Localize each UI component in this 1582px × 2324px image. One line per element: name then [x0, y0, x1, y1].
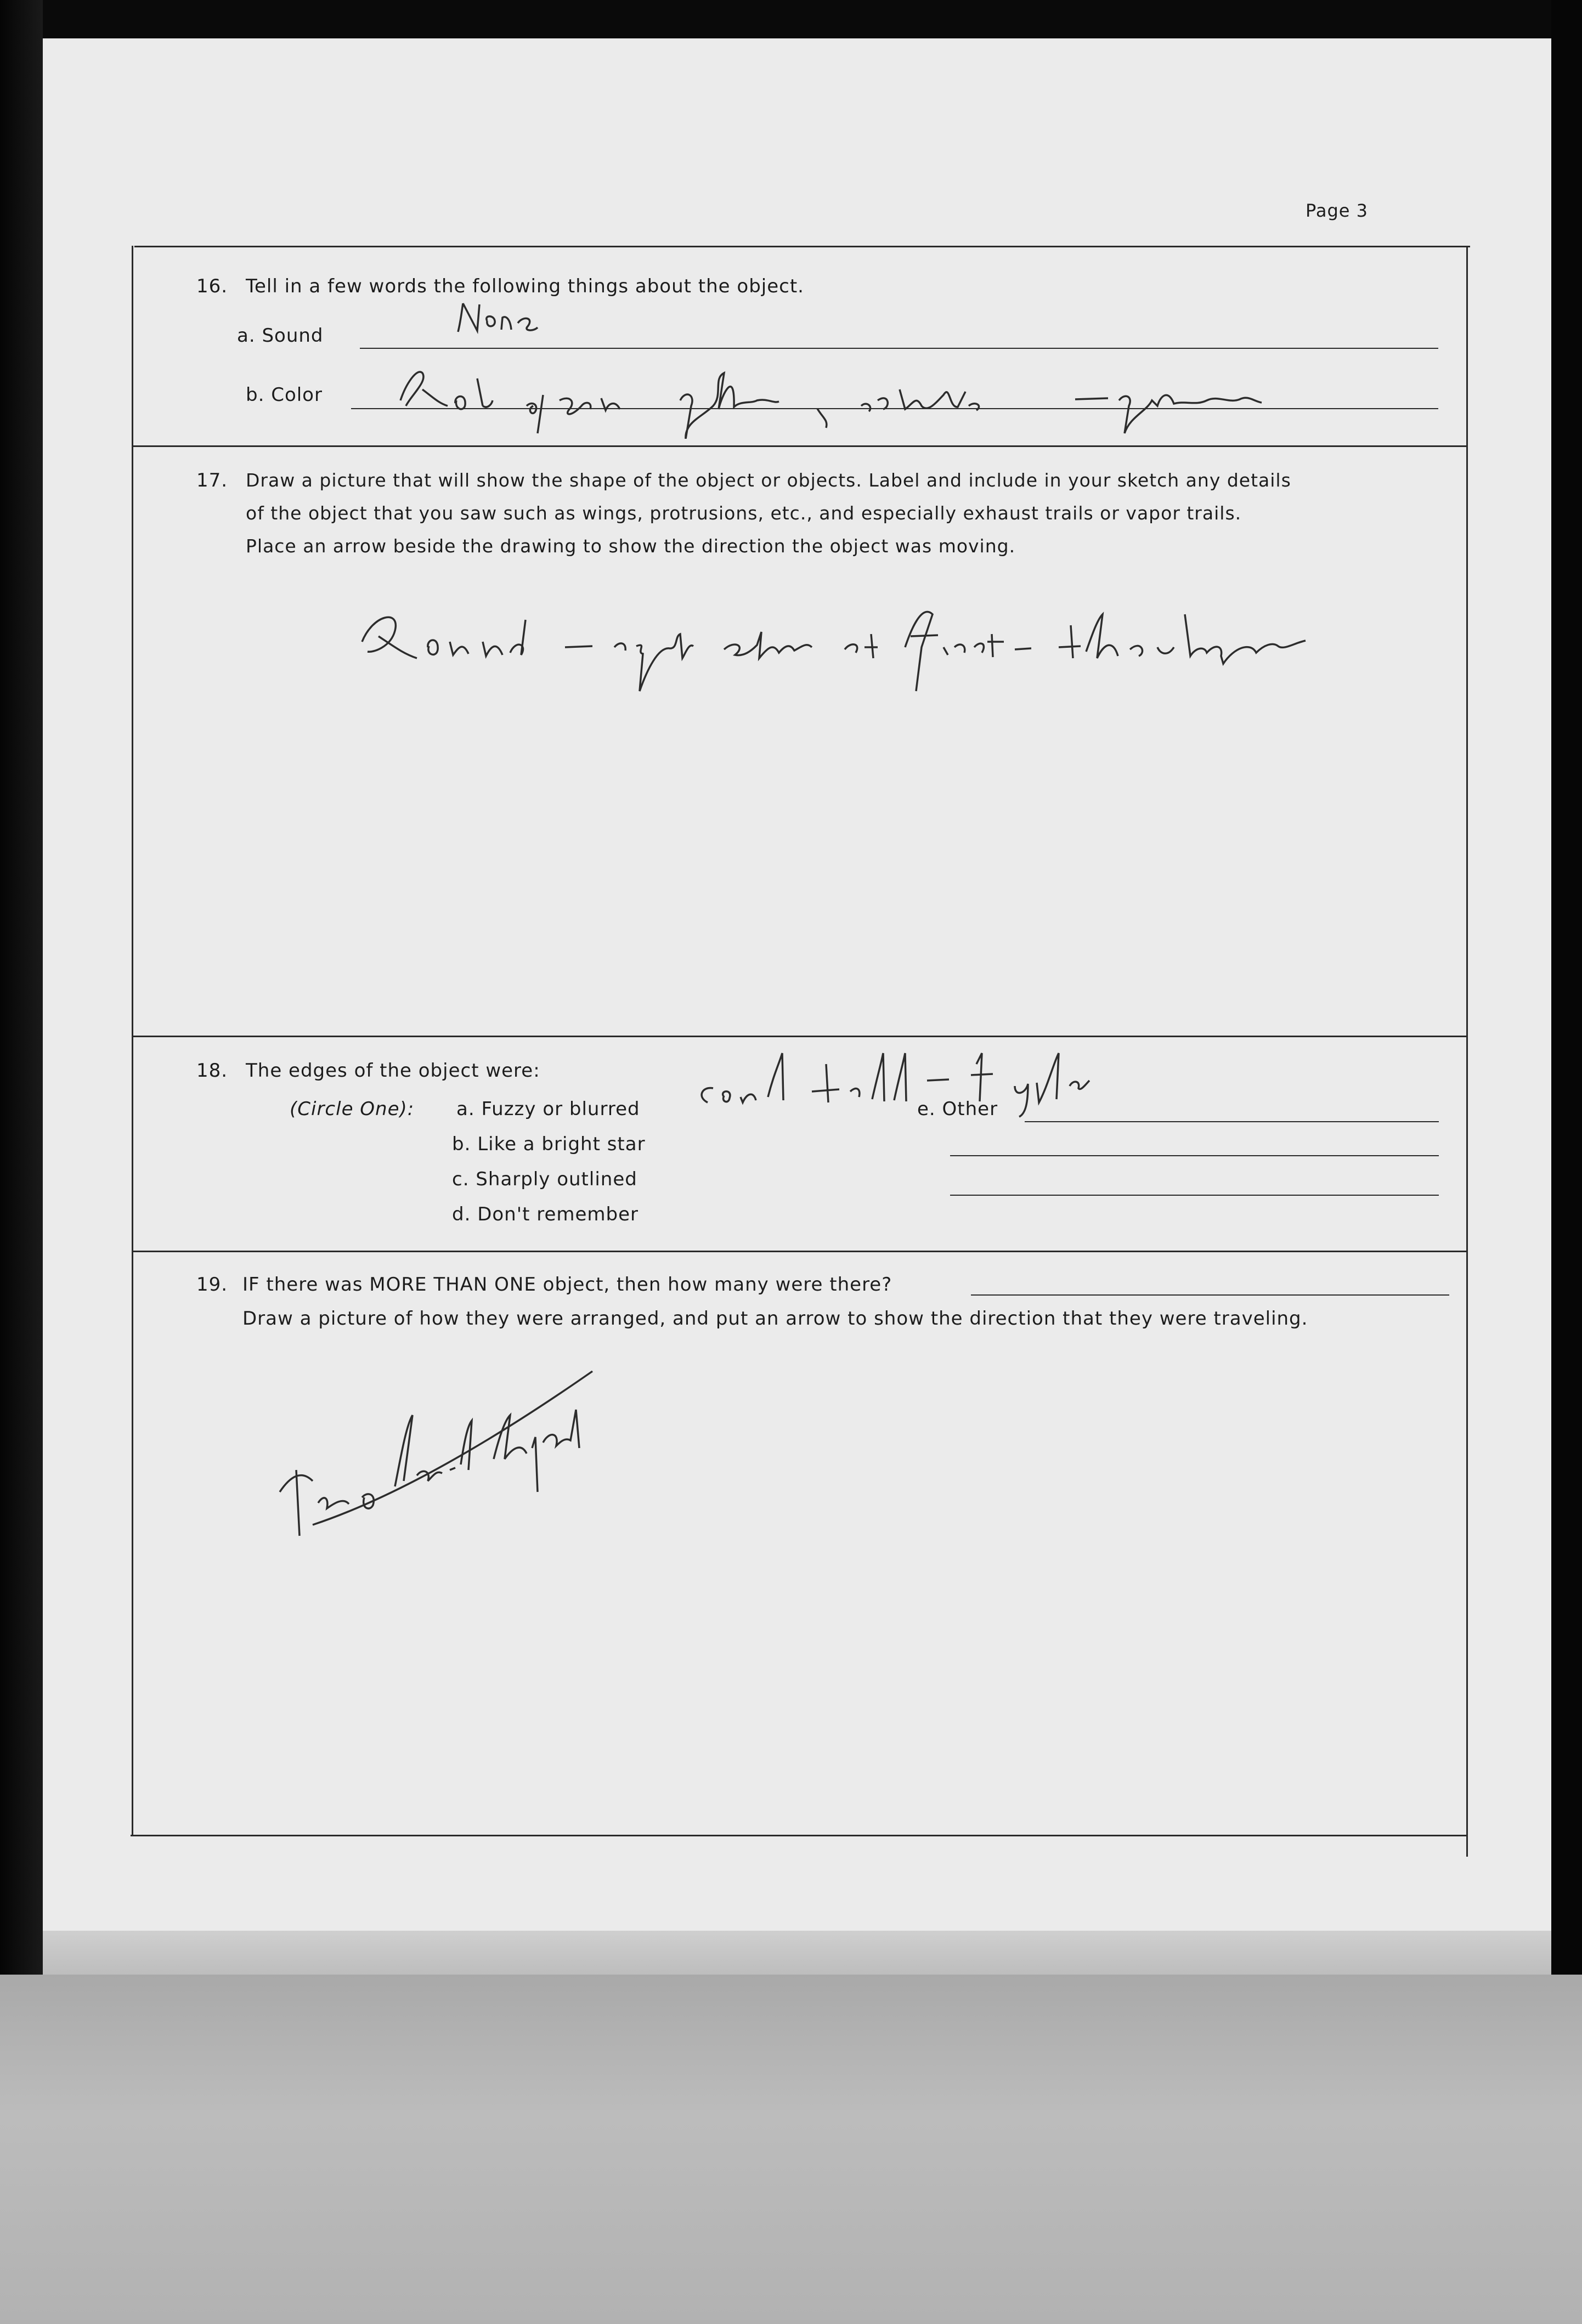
- q19-count-line: [971, 1294, 1449, 1296]
- q18-other-line-3: [950, 1195, 1439, 1196]
- page-number: Page 3: [1306, 200, 1368, 221]
- q18-option-d[interactable]: d. Don't remember: [452, 1203, 639, 1225]
- divider-16-17: [133, 445, 1467, 447]
- q18-other-line-2: [950, 1155, 1439, 1156]
- q19-line1: IF there was MORE THAN ONE object, then how many were there?: [242, 1274, 892, 1296]
- q19-handwriting: [269, 1349, 609, 1558]
- q17-line2: of the object that you saw such as wings, protrusions, etc., and especially exhaust trails or vapor trails.: [246, 502, 1242, 524]
- q18-number: 18.: [196, 1060, 228, 1082]
- q17-number: 17.: [196, 470, 228, 491]
- q17-line3: Place an arrow beside the drawing to show the direction the object was moving.: [246, 535, 1016, 557]
- q17-handwriting: [351, 581, 1338, 702]
- page-shadow-band: [43, 1931, 1551, 1975]
- q18-option-b[interactable]: b. Like a bright star: [452, 1133, 646, 1155]
- frame-right-tick: [1466, 1835, 1468, 1857]
- q17-line1: Draw a picture that will show the shape of the object or objects. Label and include in your sketch any details: [246, 470, 1291, 491]
- q16-prompt: Tell in a few words the following things about the object.: [246, 275, 804, 297]
- q16-number: 16.: [196, 275, 228, 297]
- q18-prompt: The edges of the object were:: [246, 1060, 540, 1082]
- q18-option-a[interactable]: a. Fuzzy or blurred: [456, 1098, 640, 1120]
- divider-18-19: [133, 1251, 1467, 1252]
- q16-color-handwriting: [395, 357, 1284, 439]
- frame-left: [132, 246, 133, 1836]
- q18-option-c[interactable]: c. Sharply outlined: [452, 1168, 637, 1190]
- q18-option-e[interactable]: e. Other: [917, 1098, 998, 1120]
- q16-color-label: b. Color: [246, 384, 323, 406]
- q18-circle-one: (Circle One):: [290, 1098, 415, 1120]
- frame-right: [1466, 246, 1468, 1836]
- q16-sound-line: [360, 348, 1438, 349]
- frame-top: [134, 246, 1470, 247]
- q18-other-line-1: [1025, 1121, 1439, 1122]
- q19-number: 19.: [196, 1274, 228, 1296]
- q19-line2: Draw a picture of how they were arranged, and put an arrow to show the direction that they were traveling.: [242, 1308, 1308, 1330]
- q16-sound-label: a. Sound: [237, 325, 324, 347]
- form-page: [43, 38, 1551, 1931]
- scan-backing: [0, 1975, 1582, 2324]
- frame-bottom: [131, 1835, 1466, 1836]
